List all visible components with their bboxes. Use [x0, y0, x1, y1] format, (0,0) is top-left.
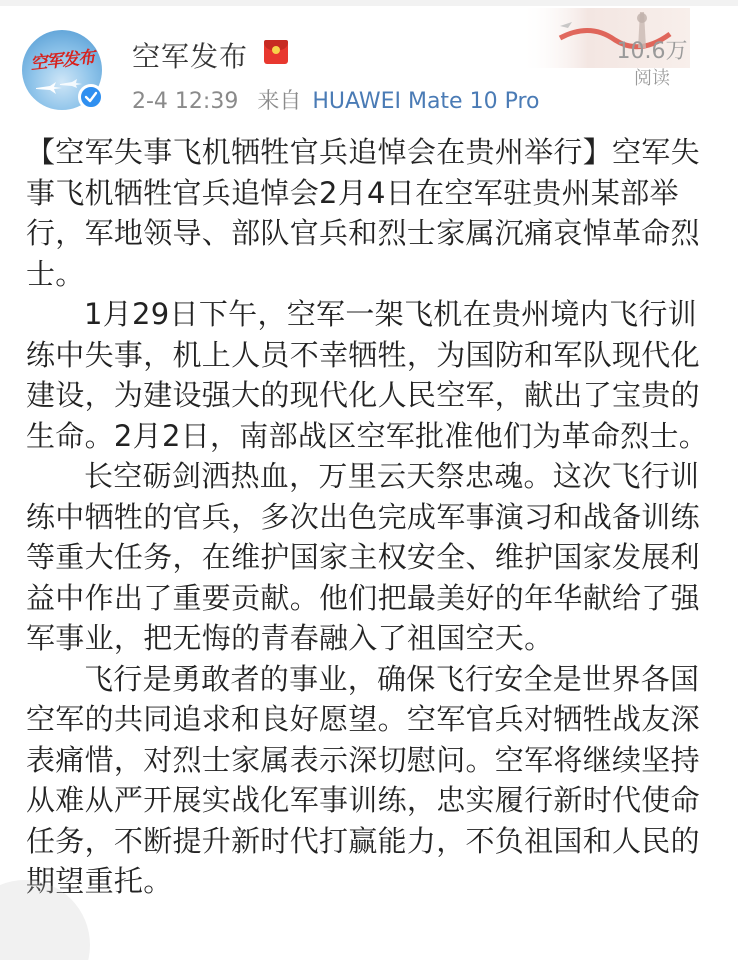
top-divider	[0, 0, 738, 6]
author-name[interactable]: 空军发布	[132, 40, 249, 73]
avatar-logo: 空军发布	[29, 47, 96, 75]
post-paragraph: 飞行是勇敢者的事业，确保飞行安全是世界各国空军的共同追求和良好愿望。空军官兵对牺牲战友深表痛惜，对烈士家属表示深切慰问。空军将继续坚持从难从严开展实战化军事训练，忠实履行新时代使命任务，不断提升新时代打赢能力，不负祖国和人民的期望重托。	[26, 661, 700, 898]
post-paragraph: 长空砺剑洒热血，万里云天祭忠魂。这次飞行训练中牺牲的官兵，多次出色完成军事演习和战备训练等重大任务，在维护国家主权安全、维护国家发展利益中作出了重要贡献。他们把最美好的年华献给了强军事业，把无悔的青春融入了祖国空天。	[26, 459, 700, 655]
post-paragraph: 1月29日下午，空军一架飞机在贵州境内飞行训练中失事，机上人员不幸牺牲，为国防和军队现代化建设，为建设强大的现代化人民空军，献出了宝贵的生命。2月2日，南部战区空军批准他们为革命烈士。	[26, 297, 709, 453]
post-paragraph-headline: 【空军失事飞机牺牲官兵追悼会在贵州举行】空军失事飞机牺牲官兵追悼会2月4日在空军驻贵州某部举行，军地领导、部队官兵和烈士家属沉痛哀悼革命烈士。	[26, 135, 700, 291]
verified-badge-icon	[78, 84, 104, 110]
post-content	[26, 132, 718, 902]
post-timestamp: 2-4 12:39	[132, 89, 239, 114]
source-device-link[interactable]: HUAWEI Mate 10 Pro	[312, 89, 540, 114]
source-prefix: 来自	[257, 89, 302, 114]
read-count: 10.6万	[616, 39, 688, 64]
post-meta	[132, 84, 539, 115]
read-label: 阅读	[634, 68, 670, 89]
red-envelope-icon[interactable]	[264, 40, 288, 64]
